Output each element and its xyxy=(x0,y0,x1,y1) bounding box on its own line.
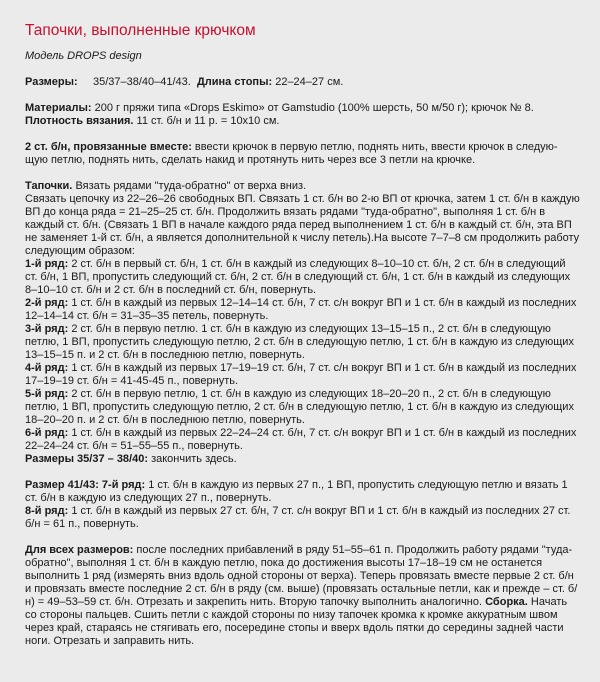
row-1 xyxy=(25,258,580,297)
row-text: 2 ст. б/н в первую петлю, 1 ст. б/н в каждую из следующих 18–20–20 п., 2 ст. б/н в следующую петлю, 1 ВП, пропустить следующую петлю, 2 ст. б/н в следующую петлю, 1 ст. б/н в каждую из следующих 18–20–20 п. и 2 ст. б/н в последнюю петлю, повернуть. xyxy=(25,388,574,426)
row-2 xyxy=(25,297,580,323)
row-text: 2 ст. б/н в первую петлю. 1 ст. б/н в каждую из следующих 13–15–15 п., 2 ст. б/н в следующую петлю, 1 ВП, пропустить следующую петлю, 2 ст. б/н в следующую петлю, 1 ст. б/н в каждую из следующих 13–15–15 п. и 2 ст. б/н в последнюю петлю, повернуть. xyxy=(25,323,574,361)
gauge-label: Плотность вязания. xyxy=(25,115,134,127)
sizes-end-text: закончить здесь. xyxy=(151,453,237,465)
row-label: 8-й ряд: xyxy=(25,505,69,517)
all-sizes-paragraph xyxy=(25,544,580,648)
row-label: 1-й ряд: xyxy=(25,258,69,270)
assembly-label: Сборка. xyxy=(485,596,528,608)
sizes-label: Размеры: xyxy=(25,76,78,88)
gauge-value: 11 ст. б/н и 11 р. = 10x10 см. xyxy=(136,115,280,127)
row-label: 5-й ряд: xyxy=(25,388,69,400)
decrease-label: 2 ст. б/н, провязанные вместе: xyxy=(25,141,192,153)
gauge-line xyxy=(25,115,580,128)
foot-length-value: 22–24–27 см. xyxy=(275,76,344,88)
row-5 xyxy=(25,388,580,427)
row-label: 6-й ряд: xyxy=(25,427,69,439)
decrease-text: ввести крючок в первую петлю, поднять нить, ввести крючок в следую-щую петлю, поднять нить, сделать накид и протянуть нить через все 3 петли на крючке. xyxy=(25,141,558,166)
row-text: 1 ст. б/н в каждый из первых 17–19–19 ст. б/н, 7 ст. с/н вокруг ВП и 1 ст. б/н в каждый из последних 17–19–19 ст. б/н = 41-45-45 п., повернуть. xyxy=(25,362,577,387)
row-text: 1 ст. б/н в каждый из первых 27 ст. б/н, 7 ст. с/н вокруг ВП и 1 ст. б/н в каждый из последних 27 ст. б/н = 61 п., повернуть. xyxy=(25,505,571,530)
row-text: 1 ст. б/н в каждый из первых 22–24–24 ст. б/н, 7 ст. с/н вокруг ВП и 1 ст. б/н в каждый из последних 22–24–24 ст. б/н = 51–55–55 п., повернуть. xyxy=(25,427,577,452)
row-label: 4-й ряд: xyxy=(25,362,69,374)
sizes-end-label: Размеры 35/37 – 38/40: xyxy=(25,453,149,465)
row-4 xyxy=(25,362,580,388)
foot-length-label: Длина стопы: xyxy=(196,76,273,88)
slippers-intro: Вязать рядами "туда-обратно" от верха вниз. xyxy=(75,180,307,192)
row-6 xyxy=(25,427,580,453)
row-7 xyxy=(25,479,580,505)
row-text: 1 ст. б/н в каждый из первых 12–14–14 ст. б/н, 7 ст. с/н вокруг ВП и 1 ст. б/н в каждый из последних 12–14–14 ст. б/н = 31–35–35 петель, повернуть. xyxy=(25,297,577,322)
assembly-text: Начать со стороны пальцев. Сшить петли с каждой стороны по низу тапочек кромка к кромке аккуратным швом через край, стараясь не стягивать его, посередине стопы и вверх вдоль пятки до середины задней части ноги. Отрезать и заправить нить. xyxy=(25,596,568,647)
row-label: 3-й ряд: xyxy=(25,323,69,335)
slippers-heading xyxy=(25,180,580,193)
slippers-label: Тапочки. xyxy=(25,180,73,192)
materials-line xyxy=(25,102,580,115)
all-sizes-text: после последних прибавлений в ряду 51–55–61 п. Продолжить работу рядами "туда-обратно", выполняя 1 ст. б/н в каждую петлю, пока до достижения высоты 17–18–19 см не останется выполнить 1 ряд (измерять вниз вдоль одной стороны от верха). Теперь провязать вместе первые 2 ст. б/н и провязать вместе последние 2 ст. б/н в ряду (см. выше) (провязать остальные петли, как и прежде – ст. б/н) = 49–53–59 ст. б/н. Отрезать и закрепить нить. Вторую тапочку выполнить аналогично. xyxy=(25,544,578,608)
materials-value: 200 г пряжи типа «Drops Eskimo» от Gamstudio (100% шерсть, 50 м/50 г); крючок № 8. xyxy=(94,102,534,114)
row-text: 1 ст. б/н в каждую из первых 27 п., 1 ВП, пропустить следующую петлю и вязать 1 ст. б/н в каждую из следующих 27 п., повернуть. xyxy=(25,479,568,504)
all-sizes-label: Для всех размеров: xyxy=(25,544,134,556)
row-text: 2 ст. б/н в первый ст. б/н, 1 ст. б/н в каждый из следующих 8–10–10 ст. б/н, 2 ст. б/н в следующий ст. б/н, 1 ВП, пропустить следующий ст. б/н, 2 ст. б/н в следующий ст. б/н, 1 ст. б/н в каждый из следующих 8–10–10 ст. б/н и 2 ст. б/н в последний ст. б/н, повернуть. xyxy=(25,258,571,296)
row-label: 2-й ряд: xyxy=(25,297,69,309)
slippers-text: Связать цепочку из 22–26–26 свободных ВП. Связать 1 ст. б/н во 2-ю ВП от крючка, затем 1 ст. б/н в каждую ВП до конца ряда = 21–25–25 ст. б/н. Продолжить вязать рядами "туда-обратно", выполняя 1 ст. б/н в каждый ст. б/н. (Связать 1 ВП в начале каждого ряда перед выполнением 1 ст. б/н в каждый ст. б/н, эта ВП не заменяет 1-й ст. б/н, а является дополнительной к числу петель).На высоте 7–7–8 см продолжить работу следующим образом: xyxy=(25,193,580,257)
row-label: Размер 41/43: 7-й ряд: xyxy=(25,479,146,491)
materials-label: Материалы: xyxy=(25,102,92,114)
sizes-end xyxy=(25,453,580,466)
page-title: Тапочки, выполненные крючком xyxy=(25,22,256,39)
row-8 xyxy=(25,505,580,531)
decrease-paragraph xyxy=(25,141,580,167)
sizes-line xyxy=(25,76,580,89)
subtitle: Модель DROPS design xyxy=(25,50,142,62)
sizes-value: 35/37–38/40–41/43. xyxy=(92,76,191,88)
row-3 xyxy=(25,323,580,362)
